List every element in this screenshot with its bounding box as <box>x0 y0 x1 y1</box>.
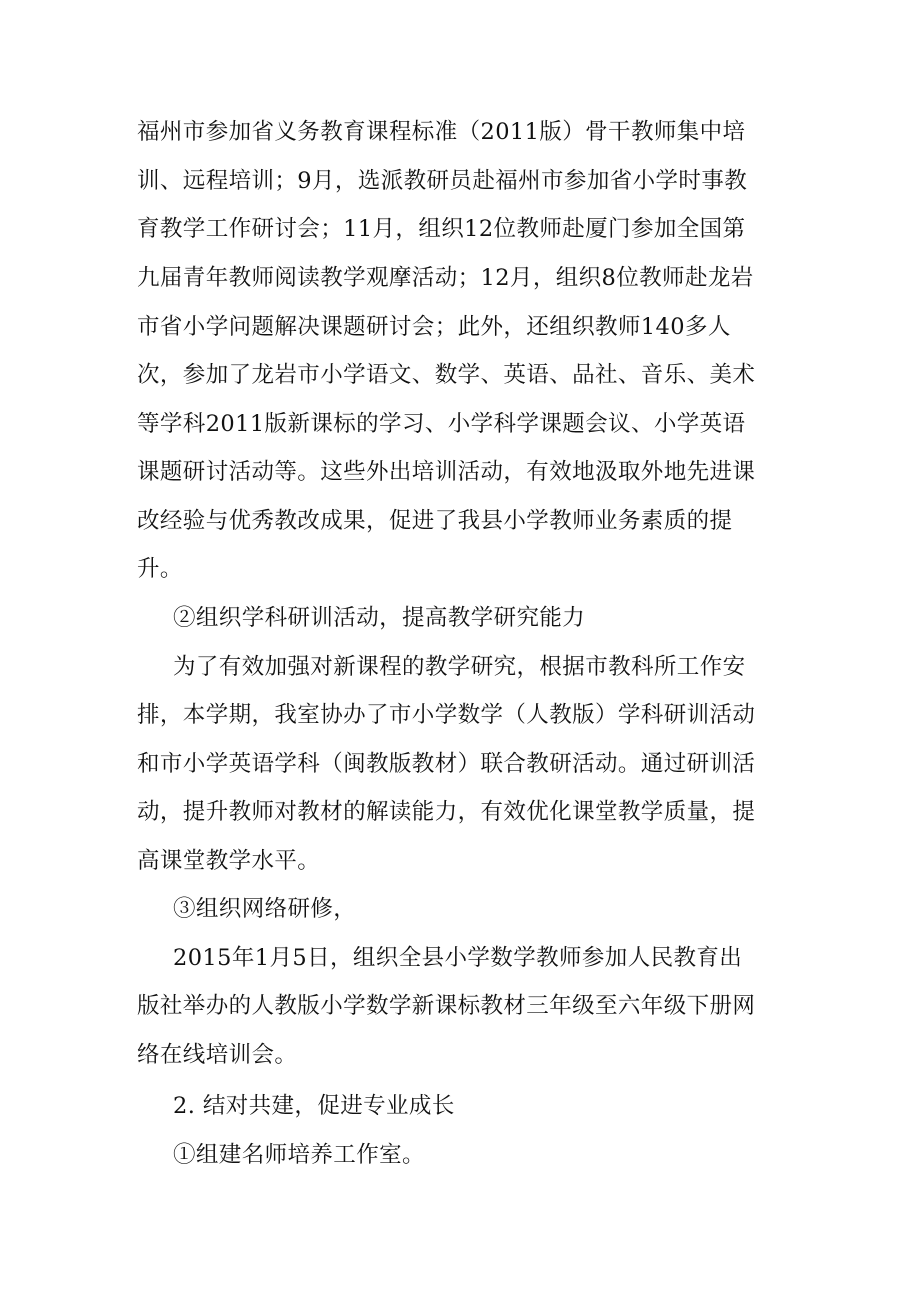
paragraph-line: 为了有效加强对新课程的教学研究，根据市教科所工作安 <box>173 654 746 680</box>
paragraph-line: 次，参加了龙岩市小学语文、数学、英语、品社、音乐、美术 <box>137 362 756 388</box>
paragraph-line: 福州市参加省义务教育课程标准（2011版）骨干教师集中培 <box>137 119 746 145</box>
subheading: ②组织学科研训活动，提高教学研究能力 <box>173 605 586 631</box>
paragraph-line: 九届青年教师阅读教学观摩活动；12月，组织8位教师赴龙岩 <box>137 265 754 291</box>
paragraph-line: 改经验与优秀教改成果，促进了我县小学教师业务素质的提 <box>137 508 733 534</box>
paragraph-line: 市省小学问题解决课题研讨会；此外，还组织教师140多人 <box>137 314 731 340</box>
paragraph-line: 训、远程培训；9月，选派教研员赴福州市参加省小学时事教 <box>137 168 748 194</box>
paragraph-line: 升。 <box>137 556 183 582</box>
paragraph-line: 排，本学期，我室协办了市小学数学（人教版）学科研训活动 <box>137 702 756 728</box>
paragraph-line: 育教学工作研讨会；11月，组织12位教师赴厦门参加全国第 <box>137 216 746 242</box>
subheading: ③组织网络研修， <box>173 896 357 922</box>
paragraph-line: 2015年1月5日，组织全县小学数学教师参加人民教育出 <box>173 945 743 971</box>
subheading: ①组建名师培养工作室。 <box>173 1142 425 1168</box>
paragraph-line: 等学科2011版新课标的学习、小学科学课题会议、小学英语 <box>137 411 746 437</box>
paragraph-line: 和市小学英语学科（闽教版教材）联合教研活动。通过研训活 <box>137 751 756 777</box>
paragraph-line: 高课堂教学水平。 <box>137 848 321 874</box>
paragraph-line: 动，提升教师对教材的解读能力，有效优化课堂教学质量，提 <box>137 799 756 825</box>
paragraph-line: 版社举办的人教版小学数学新课标教材三年级至六年级下册网 <box>137 993 756 1019</box>
paragraph-line: 课题研讨活动等。这些外出培训活动，有效地汲取外地先进课 <box>137 459 756 485</box>
paragraph-line: 络在线培训会。 <box>137 1042 298 1068</box>
section-heading: 2. 结对共建，促进专业成长 <box>173 1093 455 1119</box>
